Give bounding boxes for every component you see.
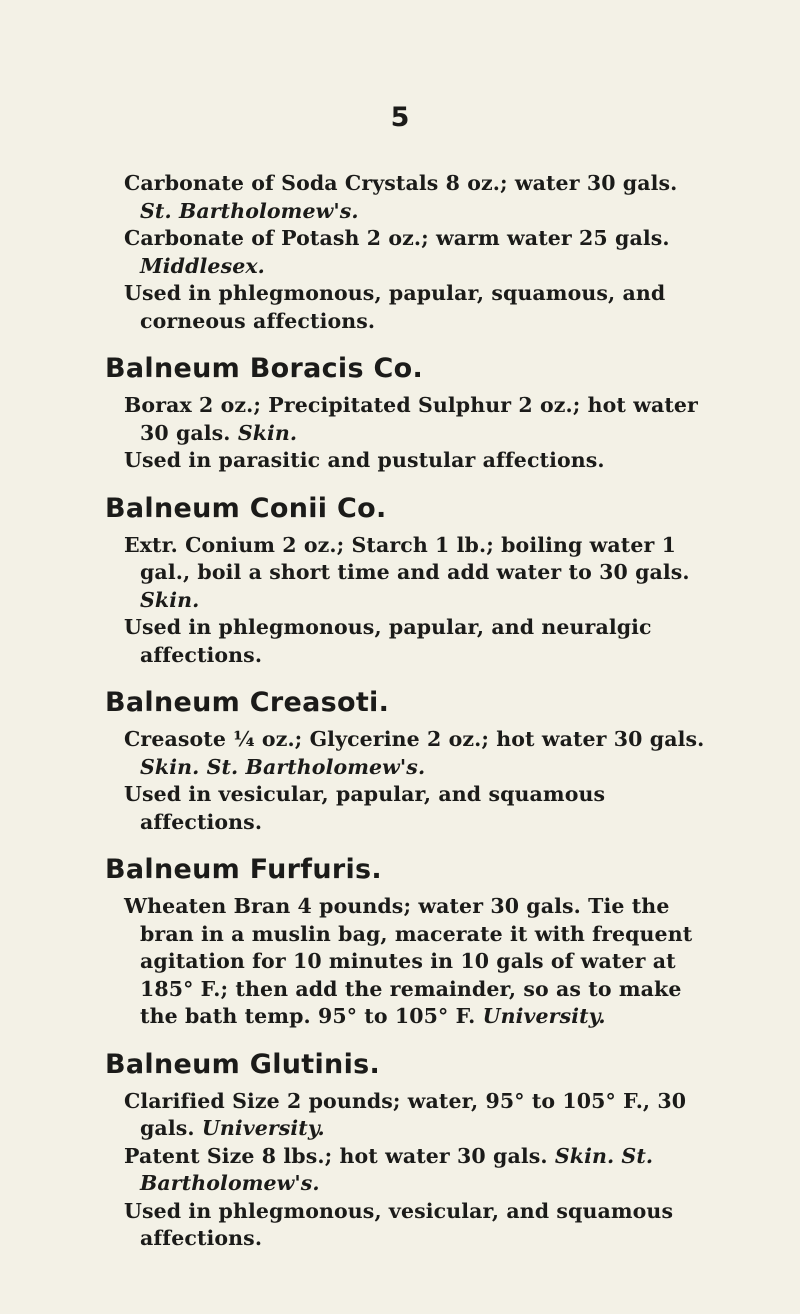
section-balneum-furfuris — [105, 854, 724, 1031]
section-balneum-creasoti — [105, 687, 724, 836]
section-usage: Used in phlegmonous, papular, and neuralgic affections. — [124, 615, 652, 667]
recipe-source: Skin. St. Bartholomew's. — [140, 1143, 654, 1195]
section-usage: Used in phlegmonous, vesicular, and squamous affections. — [124, 1198, 674, 1250]
section-recipe — [124, 532, 724, 615]
section-recipe — [124, 893, 724, 1031]
recipe-text: Creasote ¼ oz.; Glycerine 2 oz.; hot water 30 gals. — [124, 727, 705, 751]
recipe-text: Clarified Size 2 pounds; water, 95° to 105° F., 30 gals. — [124, 1088, 687, 1140]
recipe-text: Extr. Conium 2 oz.; Starch 1 lb.; boiling water 1 gal., boil a short time and add water to 30 gals. — [124, 532, 690, 584]
intro-paragraph — [124, 170, 724, 225]
page-number: 5 — [390, 102, 410, 133]
section-title: Balneum Glutinis. — [105, 1048, 381, 1080]
section-usage: Used in vesicular, papular, and squamous affections. — [124, 782, 606, 834]
recipe-text: Patent Size 8 lbs.; hot water 30 gals. — [124, 1143, 548, 1168]
section-balneum-boracis — [105, 353, 724, 475]
section-recipe-alt — [124, 1143, 724, 1198]
section-recipe — [124, 1088, 724, 1143]
recipe-source: Skin. St. Bartholomew's. — [140, 754, 426, 779]
section-recipe — [124, 392, 724, 447]
recipe-source: University. — [482, 1004, 606, 1028]
section-recipe — [124, 726, 724, 781]
page-content — [105, 170, 724, 1253]
intro-usage: Used in phlegmonous, papular, squamous, and corneous affections. — [124, 281, 666, 333]
recipe-source: University. — [201, 1116, 325, 1140]
section-title: Balneum Boracis Co. — [105, 353, 424, 384]
recipe-source: Skin. — [237, 420, 298, 445]
section-title: Balneum Furfuris. — [105, 854, 382, 885]
intro-recipe-source: St. Bartholomew's. — [140, 198, 359, 223]
intro-paragraph — [124, 225, 724, 280]
section-title: Balneum Conii Co. — [105, 492, 387, 524]
intro-recipe-text: Carbonate of Soda Crystals 8 oz.; water 30 gals. — [124, 171, 678, 195]
intro-block — [124, 170, 724, 335]
intro-recipe-text: Carbonate of Potash 2 oz.; warm water 25 gals. — [124, 226, 670, 250]
recipe-text: Borax 2 oz.; Precipitated Sulphur 2 oz.; hot water 30 gals. — [124, 393, 698, 445]
recipe-source: Skin. — [140, 587, 200, 612]
intro-recipe-source: Middlesex. — [140, 253, 265, 278]
section-balneum-conii — [105, 492, 724, 670]
section-balneum-glutinis — [105, 1048, 724, 1253]
section-title: Balneum Creasoti. — [105, 687, 390, 718]
recipe-text: Wheaten Bran 4 pounds; water 30 gals. Tie the bran in a muslin bag, macerate it with frequent agitation for 10 minutes in 10 gals of water at 185° F.; then add the remainder, so as to make the bath temp. 95° to 105° F. — [124, 894, 693, 1028]
section-usage: Used in parasitic and pustular affections. — [124, 448, 605, 472]
